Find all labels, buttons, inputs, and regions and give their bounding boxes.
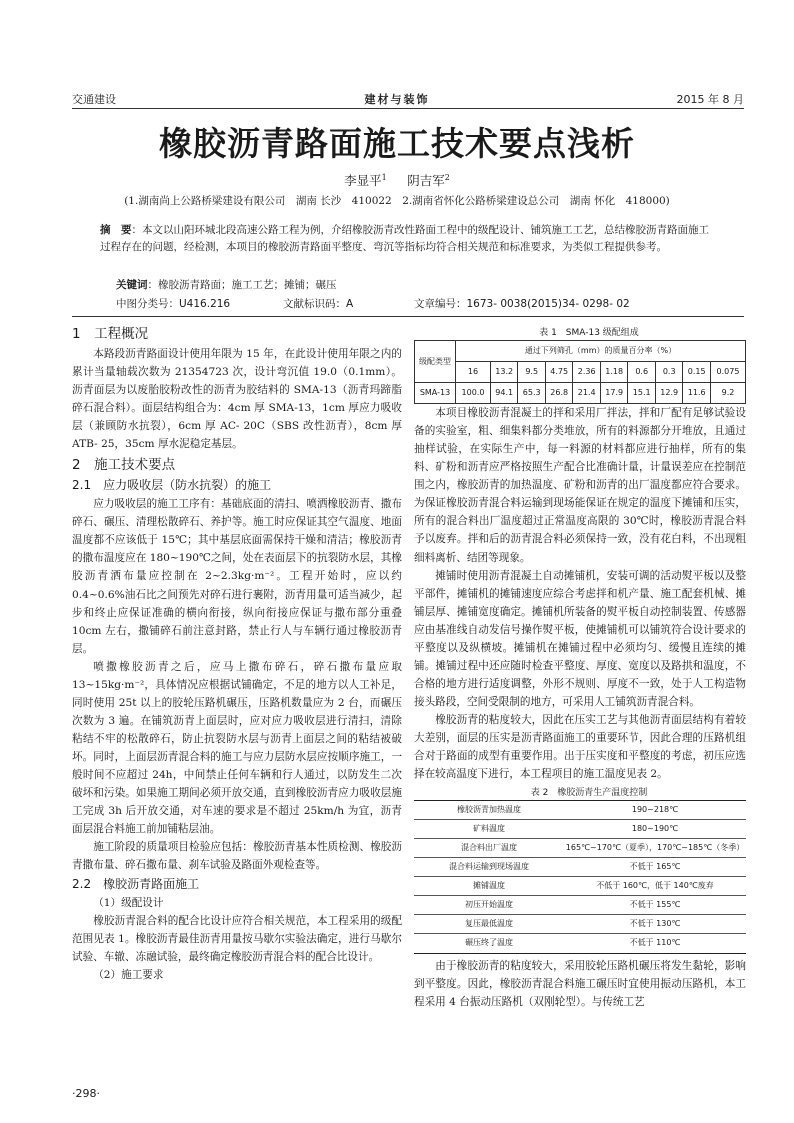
section-2-1-heading: 2.1 应力吸收层（防水抗裂）的施工 <box>72 478 272 493</box>
author-2: 阴吉军 <box>407 173 445 188</box>
sieve-cell: 0.15 <box>683 362 711 383</box>
value-cell: 12.9 <box>655 383 683 404</box>
header-rule <box>72 108 744 109</box>
author-1-sup: 1 <box>381 172 387 182</box>
issue-date: 2015 年 8 月 <box>676 93 744 106</box>
table-2-item: 复压最低温度 <box>414 915 564 934</box>
value-cell: 21.4 <box>573 383 601 404</box>
authors <box>0 171 794 189</box>
table-2-value: 190~218℃ <box>564 801 746 820</box>
table-2-value: 180~190℃ <box>564 820 746 839</box>
table-1-col-header: 通过下列筛孔（mm）的质量百分率（%） <box>456 341 746 362</box>
table-2-item: 摊铺温度 <box>414 877 564 896</box>
table-2-caption: 表 2 橡胶沥青生产温度控制 <box>530 788 648 799</box>
table-1-row-label: SMA-13 <box>415 383 456 404</box>
sieve-cell: 2.36 <box>573 362 601 383</box>
abstract <box>100 222 712 256</box>
table-2-item: 混合料运输到现场温度 <box>414 858 564 877</box>
section-2-heading: 2 施工技术要点 <box>72 457 176 474</box>
keywords <box>116 277 337 292</box>
author-1: 李显平 <box>344 173 382 188</box>
sieve-cell: 4.75 <box>545 362 573 383</box>
table-2 <box>414 800 746 953</box>
right-column <box>414 326 746 1011</box>
abstract-label: 摘 要 <box>100 224 132 236</box>
paragraph: 喷撒橡胶沥青之后，应马上撒布碎石，碎石撒布量应取 13~15kg·m⁻²，具体情况应根据试铺确定，不足的地方以人工补足，同时使用 25t 以上的胶轮压路机碾压，压路机数量应为 2 台，而碾压次数为 3 遍。在铺筑沥青上面层时，应对应力吸收层进行清扫，清除粘结不牢的松散碎石，防止抗裂防水层与沥青上面层之间的粘结被破坏。同时，上面层沥青混合料的施工与应力层防水层应按顺序施工，一般时间不应超过 24h，中间禁止任何车辆和行人通过，以防发生二次破坏和污染。如果施工期间必须开放交通，直到橡胶沥青应力吸收层施工完成 3h 后开放交通，对车速的要求是不超过 25km/h 为宜，沥青面层混合料施工前加铺粘层油。 <box>72 660 402 836</box>
affiliations: (1.湖南尚上公路桥梁建设有限公司 湖南 长沙 410022 2.湖南省怀化公路桥梁建设总公司 湖南 怀化 418000) <box>124 195 670 207</box>
sieve-cell: 13.2 <box>490 362 518 383</box>
paragraph: 本项目橡胶沥青混凝土的拌和采用厂拌法，拌和厂配有足够试验设备的实验室，粗、细集料都分类堆放，所有的料源都分开堆放，且通过抽样试验，在实际生产中，每一料源的材料都应进行抽样，所有的集料、矿粉和沥青应严格按照生产配合比准确计量，计量误差应在控制范围之内，橡胶沥青的加热温度、矿粉和沥青的出厂温度都应符合要求。为保证橡胶沥青混合料运输到现场能保证在规定的温度下摊铺和压实，所有的混合料出厂温度超过正常温度高限的 30℃时，橡胶沥青混合料予以废弃。拌和后的沥青混合料必须保持一致，没有花白料，不出现粗细料离析、结团等现象。 <box>414 407 746 564</box>
abstract-rule <box>72 316 744 317</box>
value-cell: 65.3 <box>518 383 546 404</box>
abstract-text: ：本文以山阳环城北段高速公路工程为例，介绍橡胶沥青改性路面工程中的级配设计、铺筑施工工艺，总结橡胶沥青路面施工过程存在的问题，经检测，本项目的橡胶沥青路面平整度、弯沉等指标均符合相关规范和标准要求，为类似工程提供参考。 <box>100 224 709 253</box>
keywords-text: ：橡胶沥青路面；施工工艺；摊铺；碾压 <box>147 279 337 291</box>
paragraph: 施工阶段的质量项目检验应包括：橡胶沥青基本性质检测、橡胶沥青撒布量、碎石撒布量、刹车试验及路面外观检查等。 <box>72 841 402 872</box>
value-cell: 15.1 <box>628 383 656 404</box>
paragraph: 应力吸收层的施工工序有：基础底面的清扫、喷洒橡胶沥青、撒布碎石、碾压、清理松散碎石、养护等。施工时应保证其空气温度、地面温度都不应该低于 15℃；其中基层底面需保持干燥和清洁；橡胶沥青的撒布温度应在 180~190℃之间，处在表面层下的抗裂防水层，其橡胶沥青洒布量应控制在 2~2.3kg·m⁻²。工程开始时，应以约 0.4~0.6%油石比之间预先对碎石进行裹附，沥青用量可适当减少，起步和终止应保证准确的横向衔接，纵向衔接应保证与撒布部分重叠 10cm 左右，撒铺碎石前注意封路，禁止行人与车辆行通过橡胶沥青层。 <box>72 498 402 655</box>
table-1-caption: 表 1 SMA-13 级配组成 <box>539 328 639 338</box>
article-title: 橡胶沥青路面施工技术要点浅析 <box>159 124 635 163</box>
page-number: ·298· <box>72 1087 100 1100</box>
paragraph: 摊铺时使用沥青混凝土自动摊铺机，安装可调的活动熨平板以及整平部件，摊铺机的摊铺速度应综合考虑拌和机产量、施工配套机械、摊铺层厚、摊铺宽度确定。摊铺机所装备的熨平板自动控制装置、传感器应由基准线自动发信号操作熨平板，使摊铺机可以铺筑符合设计要求的平整度以及纵横坡。摊铺机在摊铺过程中必须均匀、缓慢且连续的摊铺。摊铺过程中还应随时检查平整度、厚度、宽度以及路拱和温度，不合格的地方进行适度调整，外形不规则、厚度不一致，处于人工构造物接头路段，空间受限制的地方，可采用人工铺筑沥青混合料。 <box>414 569 746 708</box>
table-2-value: 不低于 110℃ <box>564 934 746 953</box>
journal-section: 交通建设 <box>72 93 116 106</box>
article-number: 文章编号：1673- 0038(2015)34- 0298- 02 <box>414 298 630 310</box>
left-column <box>72 322 402 985</box>
clc-number: 中图分类号：U416.216 <box>116 298 231 310</box>
sieve-cell: 0.6 <box>628 362 656 383</box>
document-code: 文献标识码：A <box>283 298 354 310</box>
keywords-label: 关键词 <box>116 279 148 291</box>
table-2-item: 初压开始温度 <box>414 896 564 915</box>
magazine-name: 建材与装饰 <box>364 93 430 106</box>
value-cell: 11.6 <box>683 383 711 404</box>
value-cell: 94.1 <box>490 383 518 404</box>
paragraph: 橡胶沥青的粘度较大，因此在压实工艺与其他沥青面层结构有着较大差别，面层的压实是沥青路面施工的重要环节，因此合理的压路机组合对于路面的成型有重要作用。出于压实度和平整度的考虑，初压应选择在较高温度下进行，本工程项目的施工温度见表 2。 <box>414 713 746 781</box>
section-1-heading: 1 工程概况 <box>72 326 149 342</box>
table-2-value: 165℃~170℃（夏季），170℃~185℃（冬季） <box>564 839 746 858</box>
sieve-cell: 1.18 <box>600 362 628 383</box>
sieve-cell: 9.5 <box>518 362 546 383</box>
table-2-item: 混合料出厂温度 <box>414 839 564 858</box>
sieve-cell: 0.3 <box>655 362 683 383</box>
value-cell: 9.2 <box>710 383 745 404</box>
table-2-value: 不低于 155℃ <box>564 896 746 915</box>
table-1 <box>414 340 746 404</box>
value-cell: 17.9 <box>600 383 628 404</box>
table-1-row-header: 级配类型 <box>415 341 456 383</box>
paragraph: 由于橡胶沥青的粘度较大，采用胶轮压路机碾压将发生黏轮，影响到平整度。因此，橡胶沥青混合料施工碾压时宜使用振动压路机，本工程采用 4 台振动压路机（双刚轮型）。与传统工艺 <box>414 959 746 1008</box>
author-2-sup: 2 <box>444 172 450 182</box>
subheading-gradation: （1）级配设计 <box>93 897 164 910</box>
table-2-value: 不低于 160℃，低于 140℃废弃 <box>564 877 746 896</box>
table-2-value: 不低于 165℃ <box>564 858 746 877</box>
sieve-cell: 16 <box>456 362 491 383</box>
table-2-item: 碾压终了温度 <box>414 934 564 953</box>
section-2-2-heading: 2.2 橡胶沥青路面施工 <box>72 877 200 892</box>
table-2-item: 橡胶沥青加热温度 <box>414 801 564 820</box>
paragraph: 本路段沥青路面设计使用年限为 15 年，在此设计使用年限之内的累计当量轴载次数为 21354723 次，设计弯沉值 19.0（0.1mm）。沥青面层为以废胎胶粉改性的沥青为胶结料的 SMA-13（沥青玛蹄脂碎石混合料）。面层结构组合为：4cm 厚 SMA-13，1cm 厚应力吸收层（兼顾防水抗裂），6cm 厚 AC- 20C（SBS 改性沥青），8cm 厚 ATB- 25，35cm 厚水泥稳定基层。 <box>72 348 402 451</box>
value-cell: 100.0 <box>456 383 491 404</box>
table-2-item: 矿料温度 <box>414 820 564 839</box>
value-cell: 26.8 <box>545 383 573 404</box>
subheading-requirements: （2）施工要求 <box>93 969 164 982</box>
table-2-value: 不低于 130℃ <box>564 915 746 934</box>
sieve-cell: 0.075 <box>710 362 745 383</box>
paragraph: 橡胶沥青混合料的配合比设计应符合相关规范，本工程采用的级配范围见表 1。橡胶沥青最佳沥青用量按马歇尔实验法确定，进行马歇尔试验、车辙、冻融试验，最终确定橡胶沥青混合料的配合比设计。 <box>72 915 402 964</box>
